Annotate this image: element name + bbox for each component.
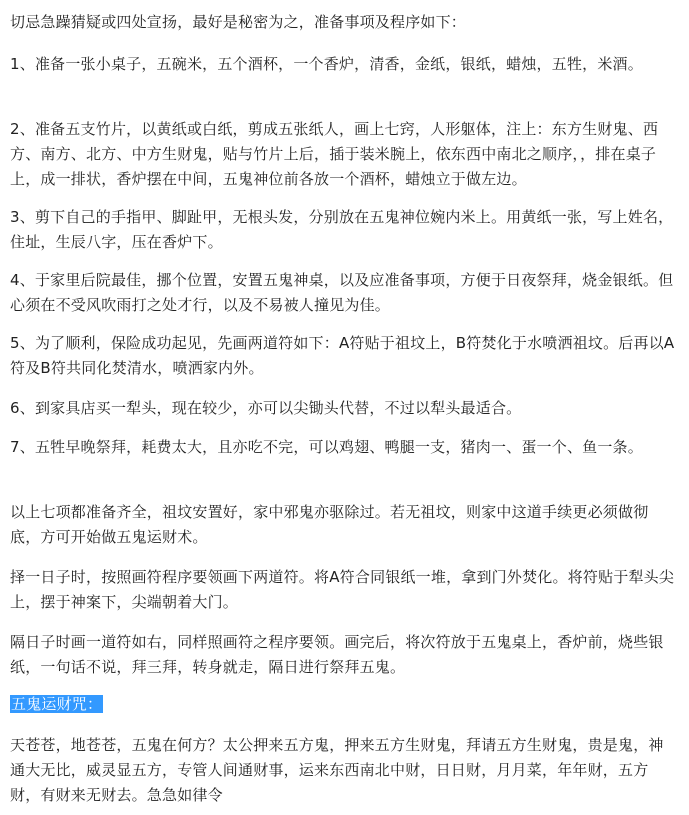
step-1-paragraph: 1、准备一张小桌子，五碗米，五个酒杯，一个香炉，清香，金纸，银纸，蜡烛，五牲，米酒。 <box>10 55 643 73</box>
mantra-heading[interactable] <box>10 692 103 717</box>
selected-text-highlight[interactable]: 五鬼运财咒： <box>11 695 103 713</box>
step-2-paragraph: 2、准备五支竹片，以黄纸或白纸，剪成五张纸人，画上七窍，人形躯体，注上：东方生财鬼、西方、南方、北方、中方生财鬼，贴与竹片上后，插于装米腕上，依东西中南北之顺序，，排在桌子上，成一排状，香炉摆在中间，五鬼神位前各放一个酒杯，蜡烛立于做左边。 <box>10 120 659 188</box>
day-one-paragraph: 择一日子时，按照画符程序要领画下两道符。将A符合同银纸一堆，拿到门外焚化。将符贴于犁头尖上，摆于神案下，尖端朝着大门。 <box>10 568 675 611</box>
summary-paragraph: 以上七项都准备齐全，祖坟安置好，家中邪鬼亦驱除过。若无祖坟，则家中这道手续更必须做彻底，方可开始做五鬼运财术。 <box>10 503 649 546</box>
step-5-paragraph: 5、为了顺利，保险成功起见，先画两道符如下：A符贴于祖坟上，B符焚化于水喷洒祖坟。后再以A符及B符共同化焚清水，喷洒家内外。 <box>10 334 675 377</box>
step-6-paragraph: 6、到家具店买一犁头，现在较少，亦可以尖锄头代替，不过以犁头最适合。 <box>10 399 522 417</box>
step-7-paragraph: 7、五牲早晚祭拜，耗费太大，且亦吃不完，可以鸡翅、鸭腿一支，猪肉一、蛋一个、鱼一条。 <box>10 438 643 456</box>
intro-paragraph: 切忌急躁猜疑或四处宣扬，最好是秘密为之，准备事项及程序如下： <box>10 13 467 31</box>
step-4-paragraph: 4、于家里后院最佳，挪个位置，安置五鬼神桌，以及应准备事项，方便于日夜祭拜，烧金银纸。但心须在不受风吹雨打之处才行，以及不易被人撞见为佳。 <box>10 271 674 314</box>
mantra-paragraph: 天苍苍，地苍苍，五鬼在何方？太公押来五方鬼，押来五方生财鬼，拜请五方生财鬼，贵是鬼，神通大无比，威灵显五方，专管人间通财事，运来东西南北中财，日日财，月月菜，年年财，五方财，有财来无财去。急急如律令 <box>10 736 664 804</box>
step-3-paragraph: 3、剪下自己的手指甲、脚趾甲，无根头发，分别放在五鬼神位婉内米上。用黄纸一张，写上姓名，住址，生辰八字，压在香炉下。 <box>10 208 674 251</box>
day-two-paragraph: 隔日子时画一道符如右，同样照画符之程序要领。画完后，将次符放于五鬼桌上，香炉前，烧些银纸，一句话不说，拜三拜，转身就走，隔日进行祭拜五鬼。 <box>10 633 664 676</box>
